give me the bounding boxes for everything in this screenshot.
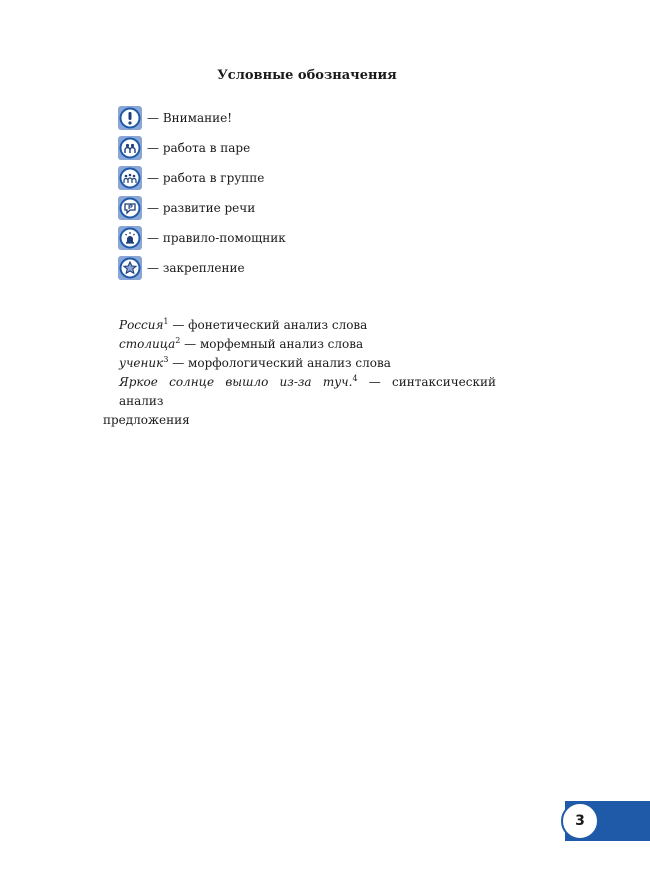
example-superscript: 3 — [163, 355, 169, 364]
pair-work-icon — [118, 136, 142, 160]
example-morphological — [103, 354, 496, 373]
speech-development-icon — [118, 196, 142, 220]
legend-label: — закрепление — [147, 261, 245, 275]
example-syntactic-continuation: предложения — [103, 413, 190, 427]
rule-helper-icon — [118, 226, 142, 250]
example-word: ученик — [119, 356, 164, 370]
group-work-icon — [118, 166, 142, 190]
example-syntactic — [103, 373, 496, 411]
example-description: — морфемный анализ слова — [180, 337, 364, 351]
analysis-examples — [103, 316, 496, 430]
legend-item-group — [118, 163, 286, 193]
legend-item-speech — [118, 193, 286, 223]
example-description: — синтаксический анализ — [119, 375, 496, 408]
example-superscript: 2 — [175, 336, 181, 345]
legend — [118, 103, 286, 283]
legend-label: — работа в паре — [147, 141, 251, 155]
legend-item-reinforce — [118, 253, 286, 283]
example-phonetic — [103, 316, 496, 335]
legend-item-attention — [118, 103, 286, 133]
example-word: Яркое солнце вышло из-за туч. — [119, 375, 353, 389]
example-word: столица — [119, 337, 176, 351]
page-title: Условные обозначения — [217, 68, 397, 83]
page-number: 3 — [561, 802, 599, 840]
legend-label: — правило-помощник — [147, 231, 286, 245]
star-icon — [118, 256, 142, 280]
legend-label: — работа в группе — [147, 171, 265, 185]
exclamation-icon — [118, 106, 142, 130]
example-word: Россия — [119, 318, 164, 332]
example-description: — морфологический анализ слова — [168, 356, 391, 370]
example-superscript: 1 — [163, 317, 169, 326]
legend-label: — Внимание! — [147, 111, 233, 125]
example-superscript: 4 — [352, 374, 358, 383]
legend-label: — развитие речи — [147, 201, 256, 215]
legend-item-rule — [118, 223, 286, 253]
legend-item-pair — [118, 133, 286, 163]
example-description: — фонетический анализ слова — [168, 318, 368, 332]
example-morphemic — [103, 335, 496, 354]
